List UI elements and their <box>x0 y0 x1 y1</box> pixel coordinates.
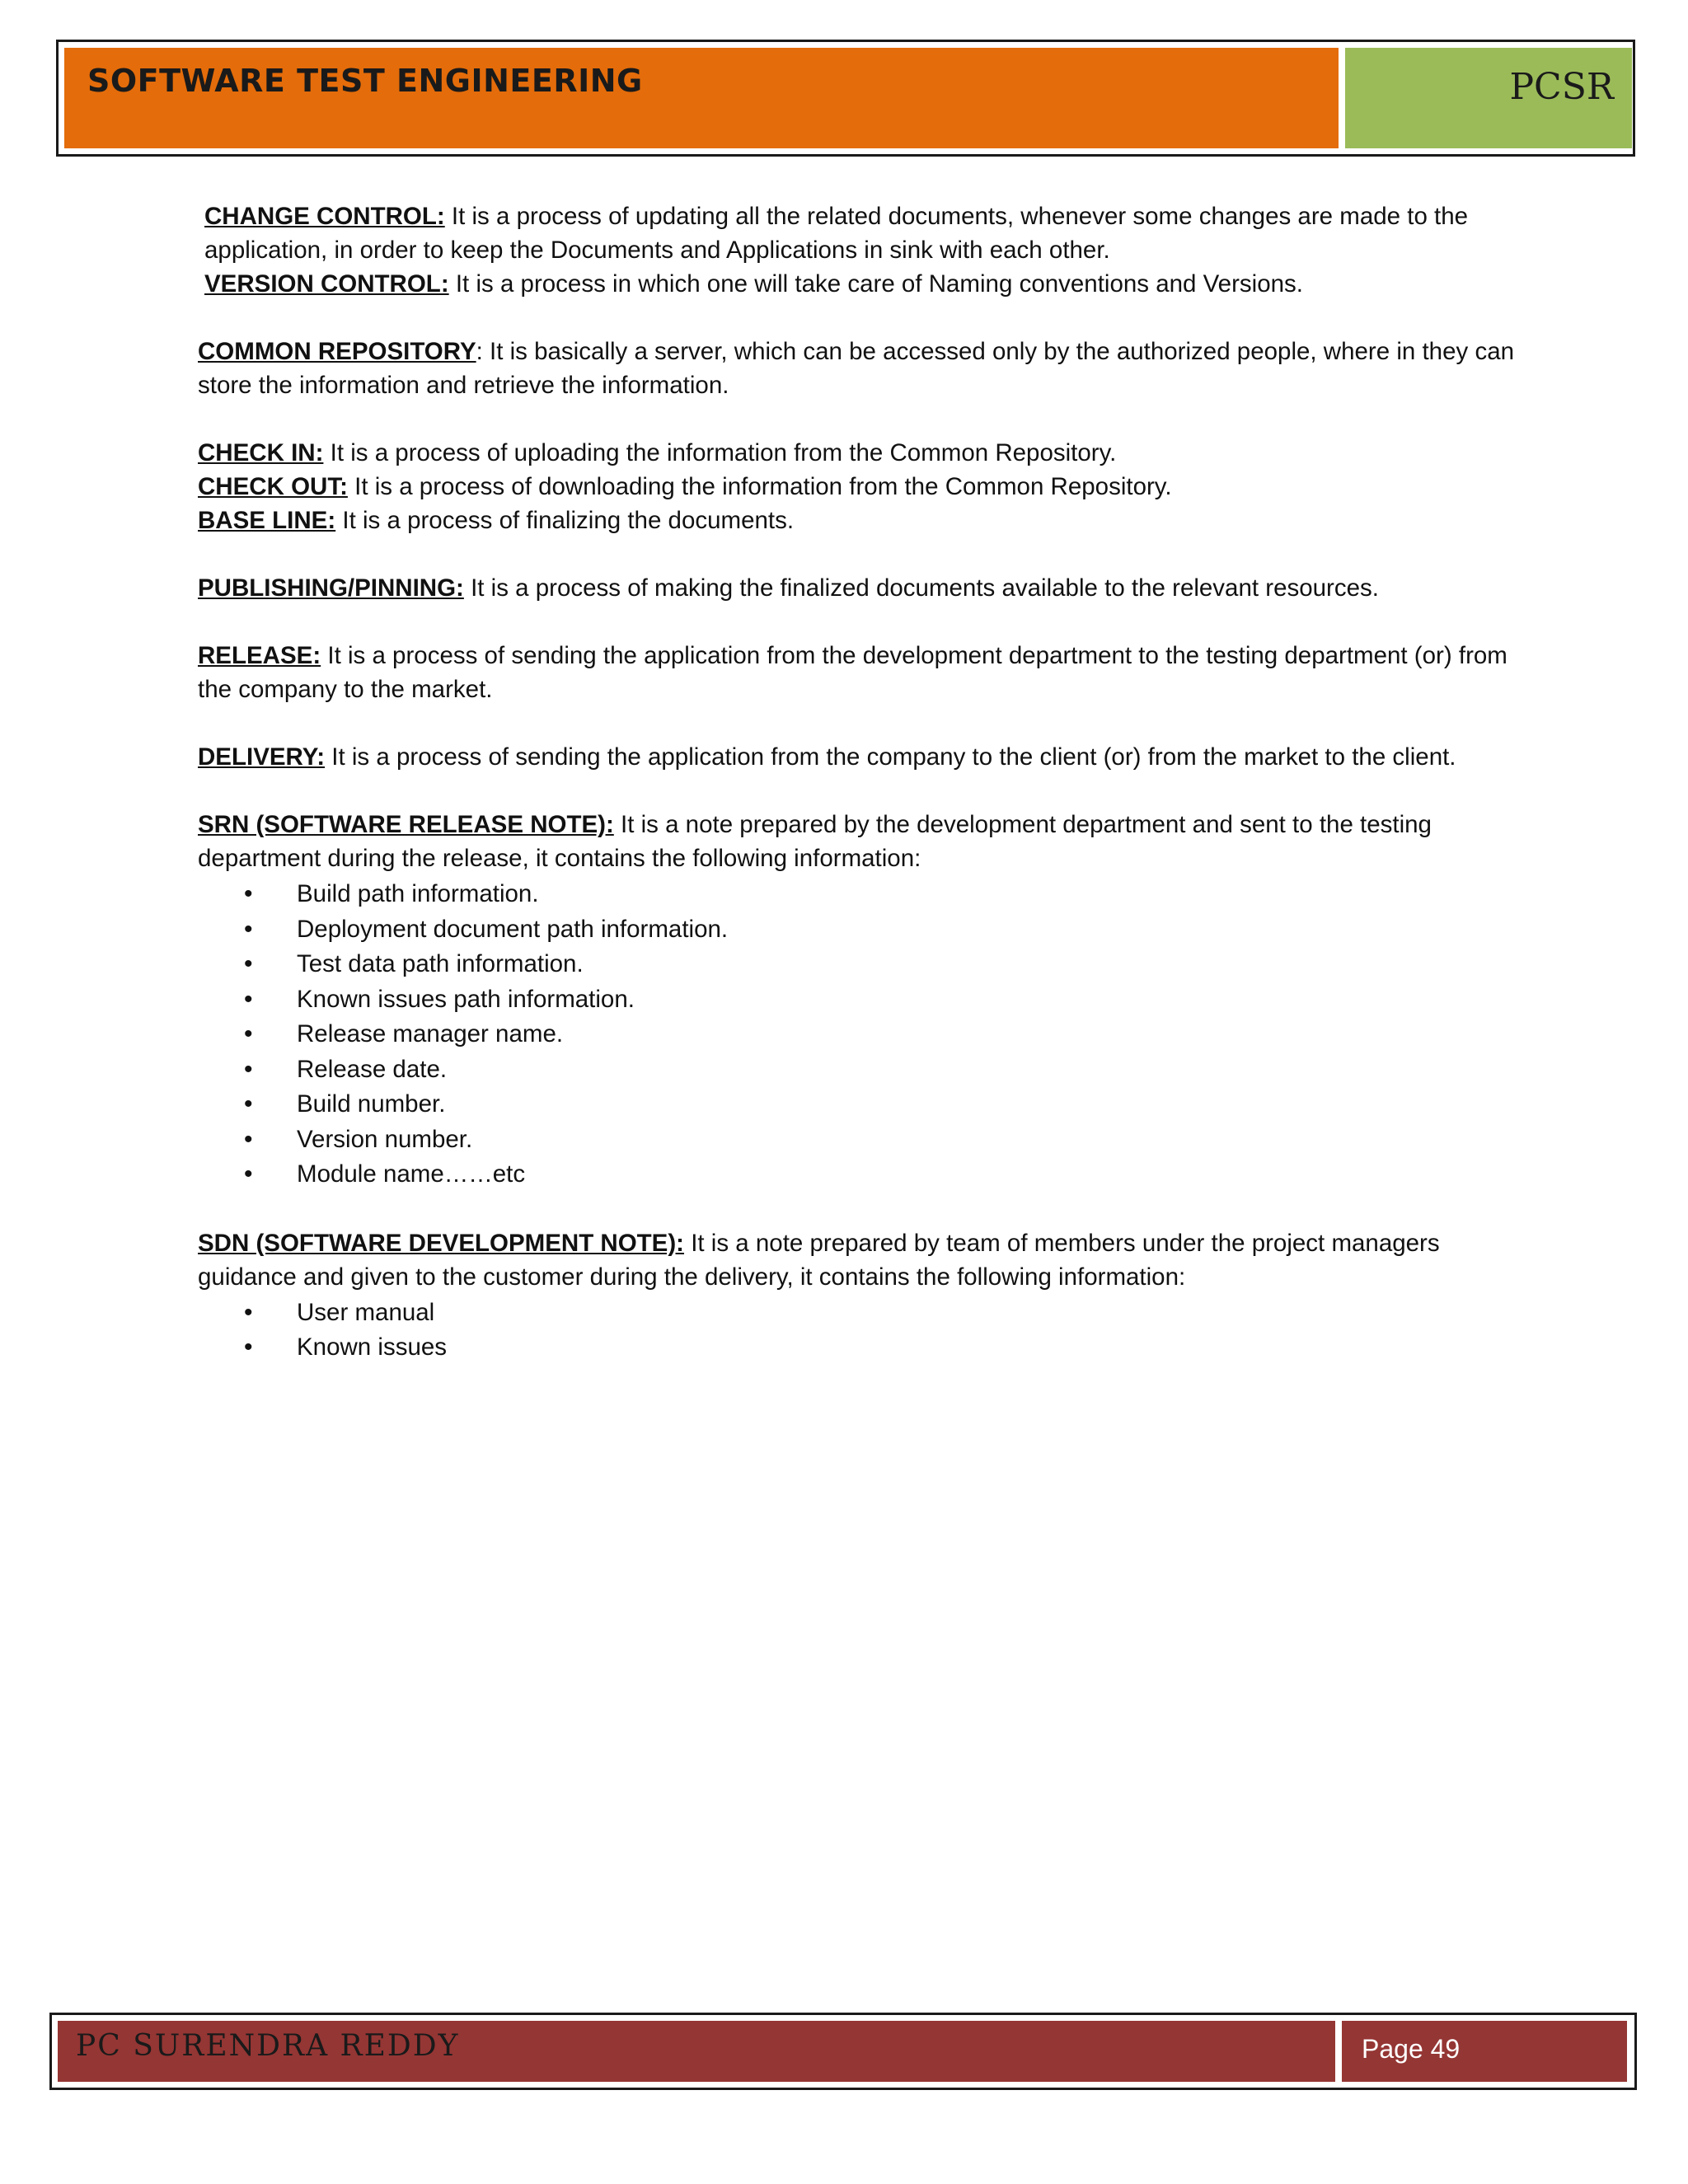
list-item-text: Known issues path information. <box>297 985 635 1013</box>
bullet-icon: • <box>244 1055 253 1083</box>
list-item-text: Release date. <box>297 1055 448 1083</box>
def-release: It is a process of sending the application from the development department to the testing department (or) from the company to the market. <box>198 642 1507 703</box>
bullet-icon: • <box>244 915 253 943</box>
def-publishing: It is a process of making the finalized documents available to the relevant resources. <box>463 574 1379 602</box>
header-code: PCSR <box>1509 66 1614 108</box>
term-check-in: CHECK IN: <box>198 439 324 466</box>
bullet-icon: • <box>244 950 253 977</box>
list-item <box>198 1052 1517 1088</box>
list-item-text: User manual <box>297 1298 435 1326</box>
list-item-text: Deployment document path information. <box>297 915 729 943</box>
term-change-control: CHANGE CONTROL: <box>204 203 445 230</box>
term-publishing: PUBLISHING/PINNING: <box>198 574 464 602</box>
para-base-line <box>198 504 1517 537</box>
term-common-repository: COMMON REPOSITORY <box>198 338 476 365</box>
para-version-control <box>198 267 1517 301</box>
def-delivery: It is a process of sending the application from the company to the client (or) from the market to the client. <box>325 743 1456 771</box>
list-item-text: Build path information. <box>297 880 539 907</box>
spacer <box>198 1193 1517 1226</box>
header-title-box <box>64 48 1339 148</box>
para-delivery <box>198 740 1517 774</box>
term-srn: SRN (SOFTWARE RELEASE NOTE): <box>198 811 614 838</box>
term-delivery: DELIVERY: <box>198 743 326 771</box>
list-item <box>198 912 1517 948</box>
para-release <box>198 639 1517 706</box>
list-item-text: Test data path information. <box>297 950 584 977</box>
term-check-out: CHECK OUT: <box>198 473 348 500</box>
list-item <box>198 1296 1517 1331</box>
spacer <box>198 301 1517 335</box>
bullet-icon: • <box>244 1090 253 1118</box>
term-version-control: VERSION CONTROL: <box>204 270 449 298</box>
page-footer <box>49 2013 1637 2090</box>
page-content <box>198 199 1517 1366</box>
spacer <box>198 402 1517 436</box>
list-item-text: Known issues <box>297 1333 448 1361</box>
def-check-out: It is a process of downloading the information from the Common Repository. <box>347 473 1172 500</box>
list-item <box>198 982 1517 1018</box>
para-publishing <box>198 571 1517 605</box>
list-item <box>198 1087 1517 1122</box>
page-header <box>56 40 1635 157</box>
spacer <box>198 537 1517 571</box>
list-item-text: Module name……etc <box>297 1160 526 1188</box>
term-release: RELEASE: <box>198 642 321 669</box>
def-sdn: It is a note prepared by team of members under the project managers guidance and given to the customer during the delivery, it contains the following information: <box>198 1229 1440 1291</box>
para-srn <box>198 808 1517 875</box>
bullet-icon: • <box>244 880 253 907</box>
para-common-repository <box>198 335 1517 402</box>
def-change-control: It is a process of updating all the related documents, whenever some changes are made to the application, in order to keep the Documents and Applications in sink with each other. <box>204 203 1469 264</box>
bullet-icon: • <box>244 1298 253 1326</box>
list-item <box>198 877 1517 912</box>
footer-author: PC SURENDRA REDDY <box>76 2029 460 2063</box>
bullet-icon: • <box>244 1333 253 1361</box>
para-change-control <box>198 199 1517 267</box>
footer-page-box <box>1342 2021 1627 2082</box>
def-version-control: It is a process in which one will take care of Naming conventions and Versions. <box>448 270 1303 298</box>
spacer <box>198 774 1517 808</box>
list-item <box>198 1017 1517 1052</box>
para-check-in <box>198 436 1517 470</box>
spacer <box>198 605 1517 639</box>
def-common-repository: : It is basically a server, which can be accessed only by the authorized people, where in they can store the information and retrieve the information. <box>198 338 1515 399</box>
bullet-icon: • <box>244 1125 253 1153</box>
list-item-text: Release manager name. <box>297 1020 564 1047</box>
list-item <box>198 1330 1517 1366</box>
list-item-text: Version number. <box>297 1125 473 1153</box>
bullet-icon: • <box>244 1020 253 1047</box>
sdn-list <box>198 1296 1517 1366</box>
header-code-box <box>1345 48 1632 148</box>
bullet-icon: • <box>244 985 253 1013</box>
footer-author-box <box>58 2021 1335 2082</box>
def-base-line: It is a process of finalizing the documents. <box>335 507 795 534</box>
document-title: SOFTWARE TEST ENGINEERING <box>87 63 643 99</box>
list-item <box>198 1122 1517 1158</box>
def-srn: It is a note prepared by the development department and sent to the testing department during the release, it contains the following information: <box>198 811 1432 872</box>
def-check-in: It is a process of uploading the information from the Common Repository. <box>323 439 1117 466</box>
para-check-out <box>198 470 1517 504</box>
spacer <box>198 706 1517 740</box>
bullet-icon: • <box>244 1160 253 1188</box>
page-number: Page 49 <box>1362 2034 1461 2064</box>
para-sdn <box>198 1226 1517 1294</box>
term-sdn: SDN (SOFTWARE DEVELOPMENT NOTE): <box>198 1229 684 1257</box>
term-base-line: BASE LINE: <box>198 507 336 534</box>
list-item-text: Build number. <box>297 1090 446 1118</box>
list-item <box>198 947 1517 982</box>
list-item <box>198 1157 1517 1193</box>
srn-list <box>198 877 1517 1193</box>
